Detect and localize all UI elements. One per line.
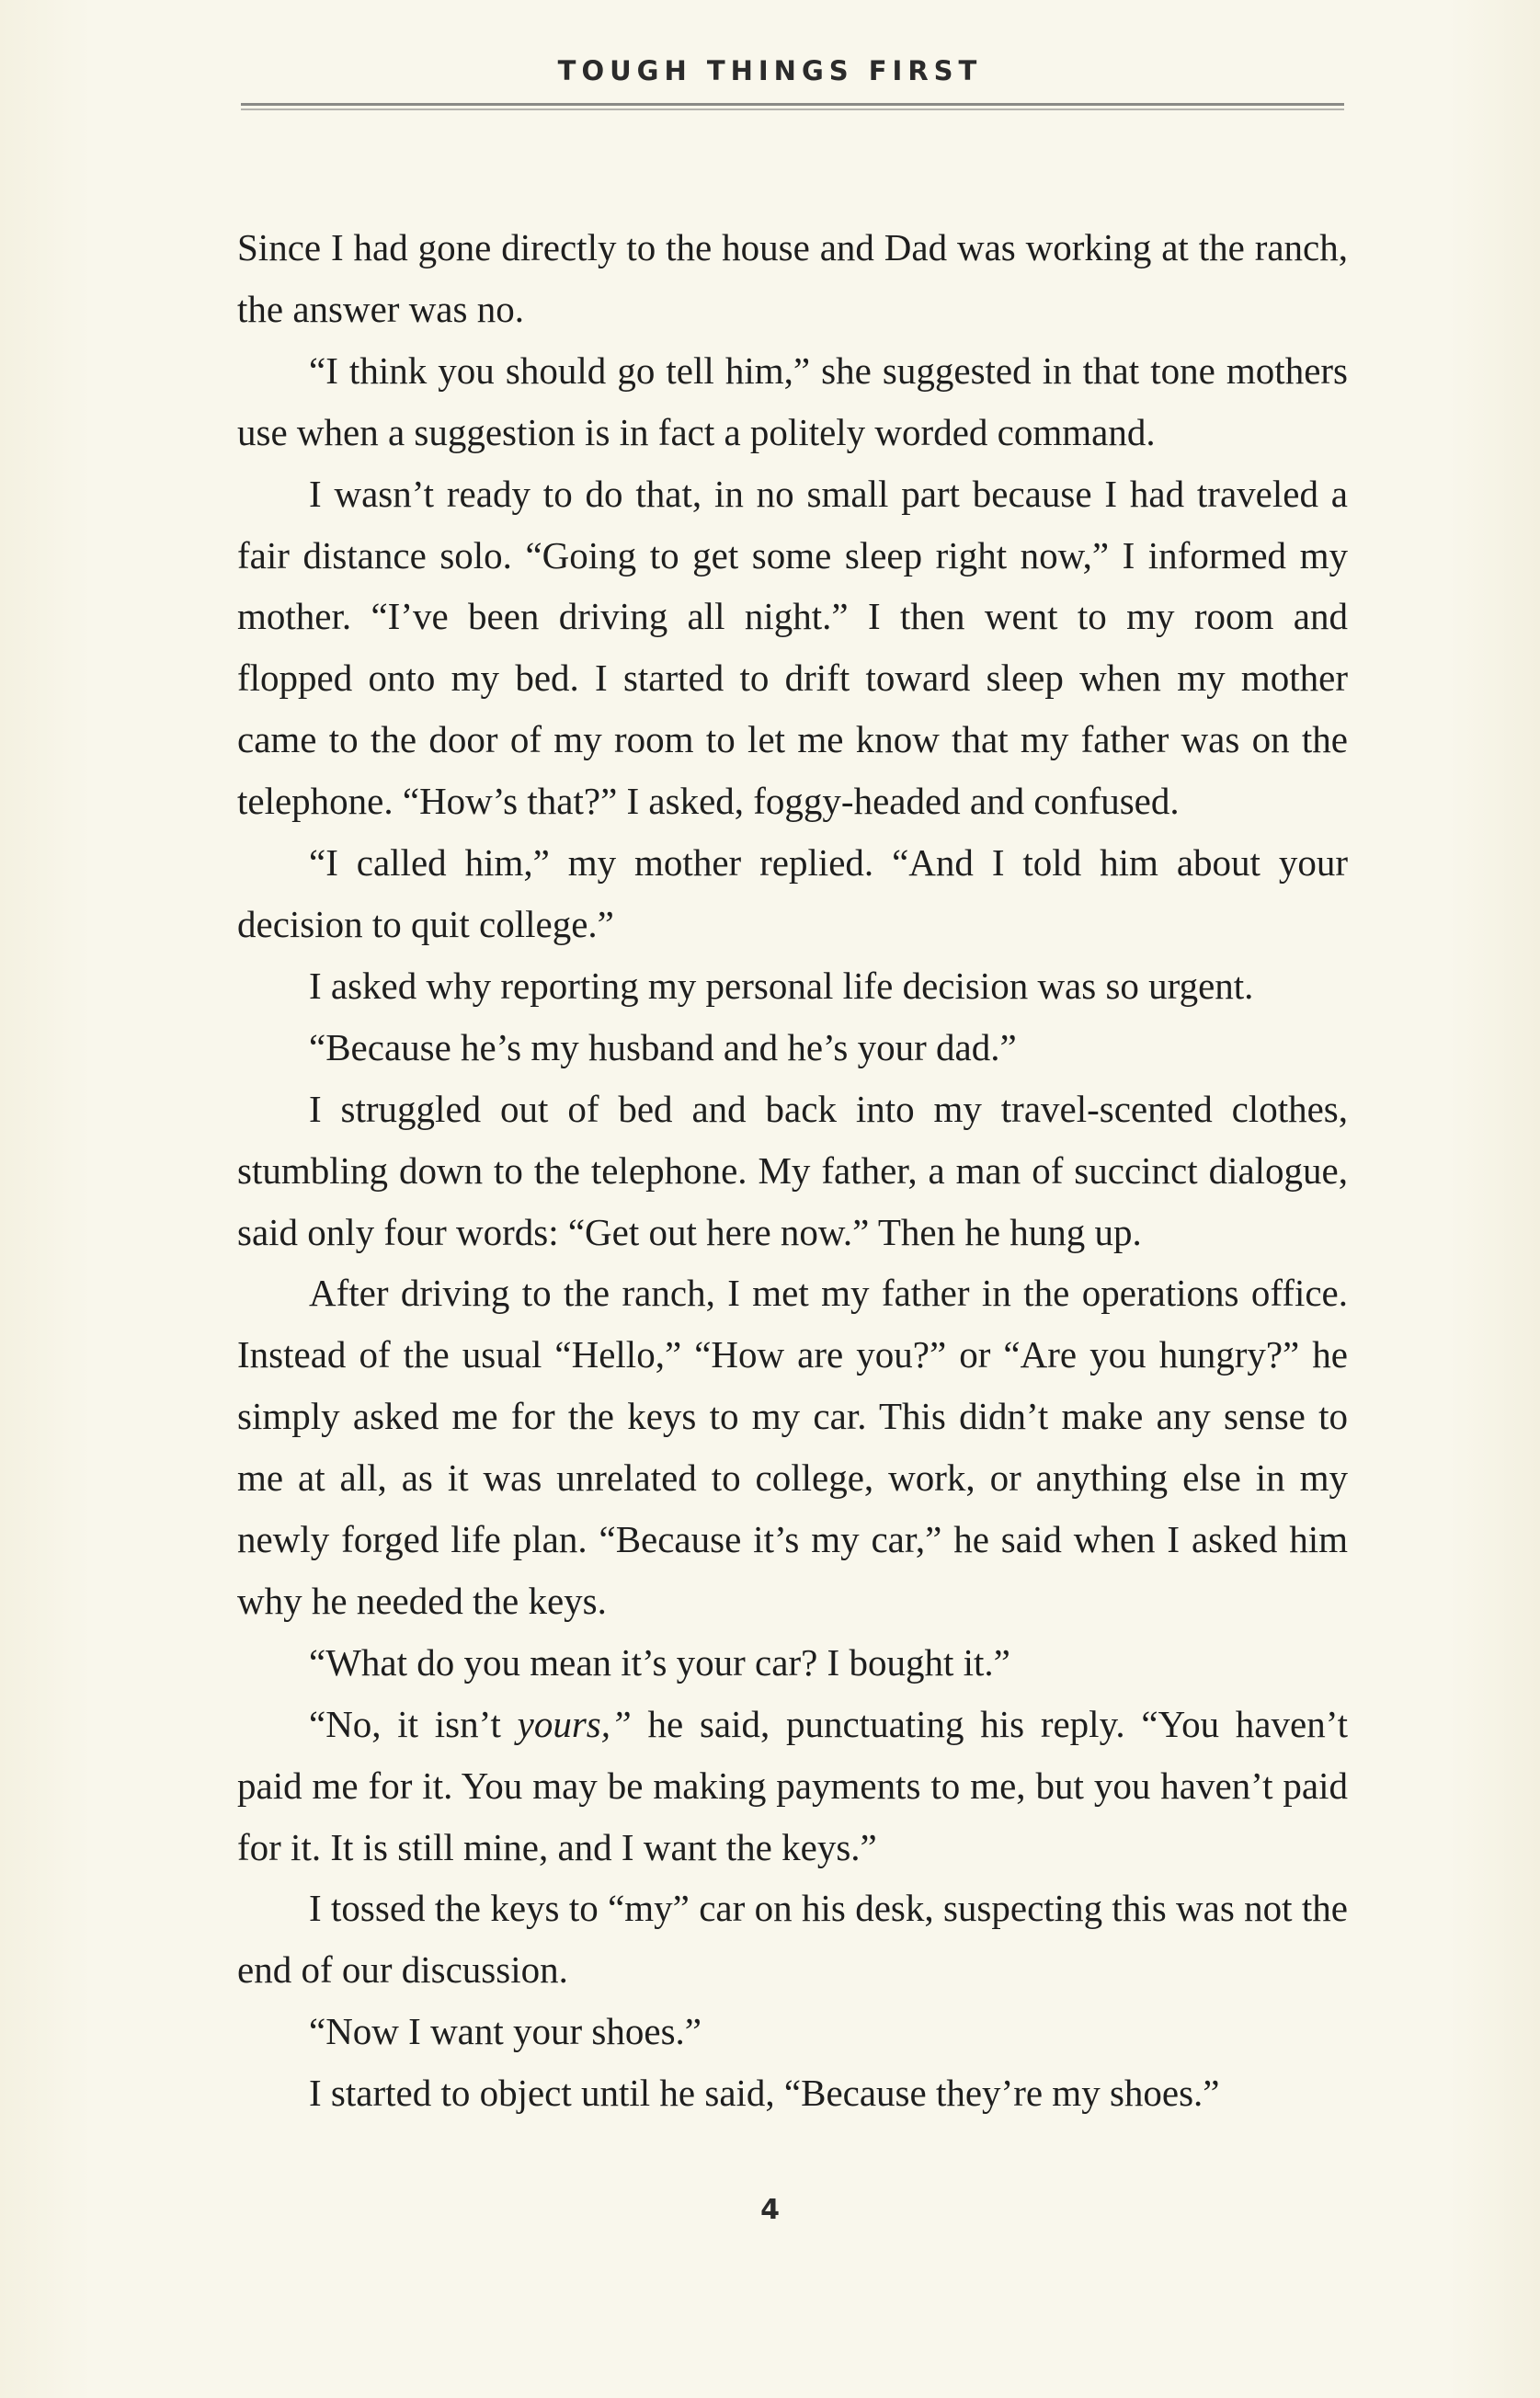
header-rule-secondary (241, 108, 1344, 110)
paragraph (237, 1694, 1348, 1878)
paragraph: “I called him,” my mother replied. “And I told him about your decision to quit college.” (237, 841, 1348, 945)
paragraph: “Because he’s my husband and he’s your dad.” (309, 1025, 1017, 1068)
paragraph: After driving to the ranch, I met my father in the operations office. Instead of the usual “Hello,” “How are you?” or “Are you hungry?” he simply asked me for the keys to my car. This didn’t make any sense to me at all, as it was unrelated to college, work, or anything else in my newly forged life plan. “Because it’s my car,” he said when I asked him why he needed the keys. (237, 1272, 1348, 1622)
text-run: “No, it isn’t (309, 1702, 518, 1745)
paragraph: I struggled out of bed and back into my travel-scented clothes, stumbling down to the telephone. My father, a man of succinct dialogue, said only four words: “Get out here now.” Then he hung up. (237, 1087, 1348, 1253)
text-run: he said, punctuating his reply. “You haven’t paid me for it. You may be making payments to me, but you haven’t paid for it. It is still mine, and I want the keys.” (237, 1702, 1348, 1868)
paragraph: “I think you should go tell him,” she suggested in that tone mothers use when a suggestion is in fact a politely worded command. (237, 348, 1348, 453)
page-number: 4 (760, 2194, 780, 2226)
running-head: TOUGH THINGS FIRST (557, 55, 983, 86)
body-text (237, 217, 1348, 2124)
header-rule (241, 103, 1344, 106)
italic-text: yours,” (517, 1702, 632, 1745)
paragraph: I started to object until he said, “Because they’re my shoes.” (309, 2072, 1220, 2115)
paragraph: I tossed the keys to “my” car on his desk, suspecting this was not the end of our discussion. (237, 1887, 1348, 1992)
paragraph: I wasn’t ready to do that, in no small part because I had traveled a fair distance solo. “Going to get some sleep right now,” I informed my mother. “I’ve been driving all night.” I then went to my room and flopped onto my bed. I started to drift toward sleep when my mother came to the door of my room to let me know that my father was on the telephone. “How’s that?” I asked, foggy-headed and confused. (237, 472, 1348, 823)
paragraph: I asked why reporting my personal life decision was so urgent. (309, 964, 1254, 1007)
paragraph: “Now I want your shoes.” (309, 2010, 702, 2053)
paragraph: Since I had gone directly to the house and Dad was working at the ranch, the answer was no. (237, 226, 1348, 330)
paragraph: “What do you mean it’s your car? I bought it.” (309, 1640, 1010, 1684)
